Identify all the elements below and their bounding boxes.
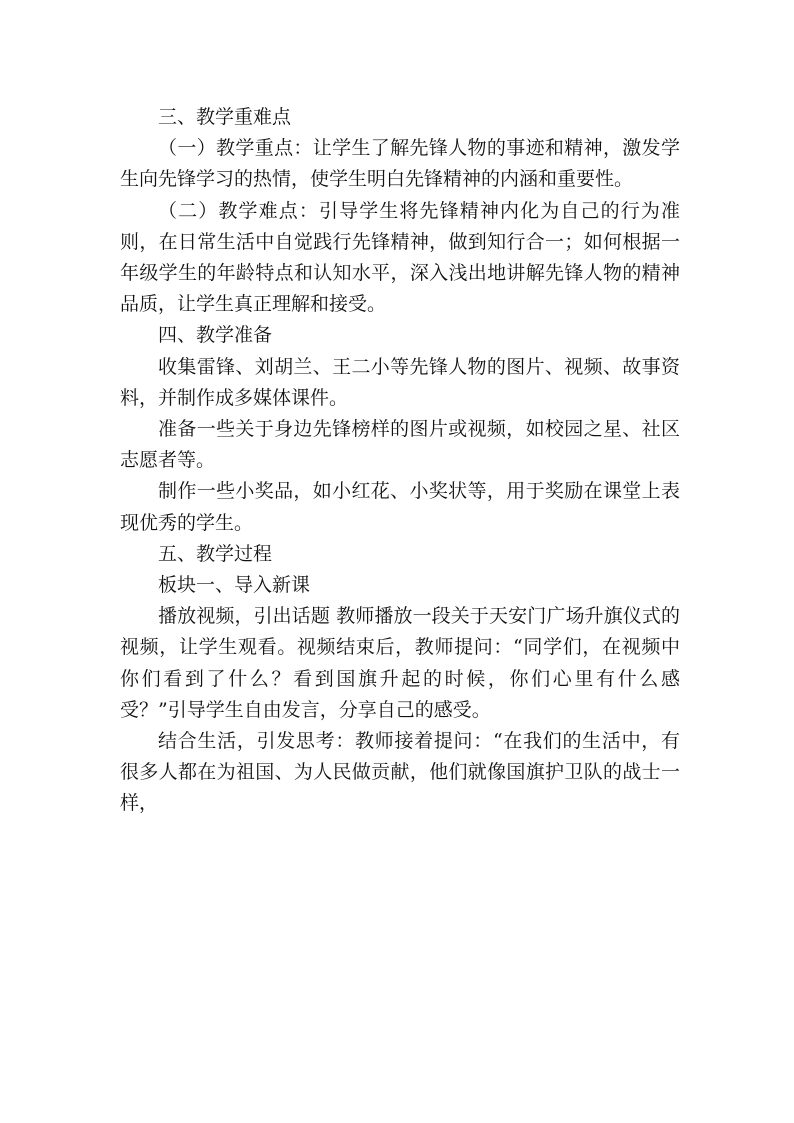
section-heading-process: 五、教学过程 — [158, 542, 273, 565]
section-heading-key-points: 三、教学重难点 — [158, 106, 292, 128]
paragraph-play-video: 播放视频，引出话题 教师播放一段关于天安门广场升旗仪式的视频，让学生观看。视频结束后，教师提问：“同学们，在视频中你们看到了什么？看到国旗升起的时候，你们心里有什么感受？”引导学生自由发言，分享自己的感受。 — [120, 605, 680, 721]
subheading-block-one: 板块一、导入新课 — [158, 574, 311, 597]
paragraph-teaching-focus: （一）教学重点：让学生了解先锋人物的事迹和精神，激发学生向先锋学习的热情，使学生明白先锋精神的内涵和重要性。 — [120, 137, 680, 191]
paragraph-connect-life: 结合生活，引发思考：教师接着提问：“在我们的生活中，有很多人都在为祖国、为人民做贡献，他们就像国旗护卫队的战士一样， — [120, 730, 680, 815]
paragraph-make-prizes: 制作一些小奖品，如小红花、小奖状等，用于奖励在课堂上表现优秀的学生。 — [120, 480, 680, 534]
paragraph-collect-materials: 收集雷锋、刘胡兰、王二小等先锋人物的图片、视频、故事资料，并制作成多媒体课件。 — [120, 355, 680, 409]
paragraph-teaching-difficulty: （二）教学难点：引导学生将先锋精神内化为自己的行为准则，在日常生活中自觉践行先锋精神，做到知行合一；如何根据一年级学生的年龄特点和认知水平，深入浅出地讲解先锋人物的精神品质，让学生真正理解和接受。 — [120, 199, 680, 316]
paragraph-prepare-role-models: 准备一些关于身边先锋榜样的图片或视频，如校园之星、社区志愿者等。 — [120, 418, 680, 472]
section-heading-preparation: 四、教学准备 — [158, 324, 273, 347]
document-body — [120, 102, 680, 820]
